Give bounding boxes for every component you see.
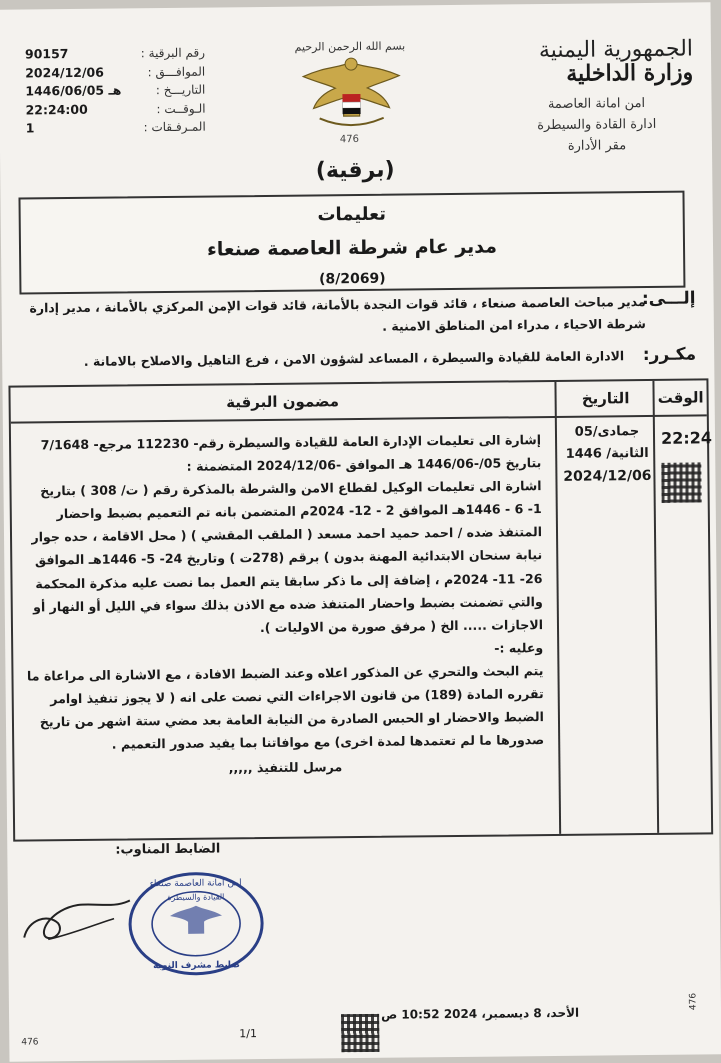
- telegram-meta: [25, 44, 206, 138]
- official-stamp-icon: [126, 869, 267, 978]
- basmala: بسم الله الرحمن الرحيم: [294, 39, 406, 54]
- column-divider: [652, 381, 659, 833]
- left-number: 476: [21, 1037, 39, 1048]
- to-label: إلـــى:: [641, 288, 696, 310]
- document-title: (برقية): [315, 157, 395, 184]
- meta-row: 2024/12/06 الموافـــق :: [25, 64, 206, 80]
- meta-row: 90157 رقم البرقية :: [24, 45, 206, 62]
- telegram-document: [0, 2, 721, 1061]
- telegram-table: [8, 378, 713, 841]
- svg-text:القيادة والسيطرة: القيادة والسيطرة: [167, 892, 225, 903]
- body-paragraph: إشارة الى تعليمات الإدارة العامة للقيادة والسيطرة رقم- 112230 مرجع- 7/1648 بتاريخ 05/-1446/06 هـ الموافق -2024/12/06 المتضمنة :: [40, 432, 542, 474]
- meta-row: 1 المـرفـقات :: [25, 119, 206, 136]
- box-issuer: مدير عام شرطة العاصمة صنعاء: [206, 235, 498, 261]
- telegram-body: [23, 428, 545, 782]
- duty-officer-label: الضابط المناوب:: [115, 841, 221, 858]
- cell-date-hijri: 05/جمادى الثانية/ 1446: [565, 424, 649, 462]
- box-heading: تعليمات: [317, 203, 387, 226]
- instructions-box: [18, 191, 685, 295]
- signature-icon: [18, 878, 139, 959]
- header-content: مضمون البرقية: [226, 392, 340, 412]
- meta-row: 22:24:00 الـوقــت :: [25, 101, 206, 117]
- body-paragraph: وعليه :-: [494, 639, 544, 656]
- ministry-header: [493, 36, 694, 154]
- eagle-emblem-icon: [295, 47, 408, 136]
- svg-text:ضابط مشرف النوبة: ضابط مشرف النوبة: [153, 960, 240, 972]
- cell-date-greg: 2024/12/06: [563, 467, 652, 485]
- send-line: مرسل للتنفيذ ,,,,,: [228, 759, 343, 776]
- header-date: التاريخ: [581, 389, 630, 408]
- header-time: الوقت: [657, 388, 704, 407]
- emblem-number: 476: [339, 133, 360, 146]
- cell-time: 22:24: [660, 428, 713, 448]
- cc-recipients: الادارة العامة للقيادة والسيطرة ، المساعد لشؤون الامن ، فرع التاهيل والاصلاح بالامانة .: [83, 348, 625, 369]
- department-line: مقر الأدارة: [567, 138, 627, 154]
- page-number: 1/1: [239, 1027, 258, 1041]
- footer-qr-code-icon: [341, 1014, 379, 1052]
- department-line: امن امانة العاصمة: [547, 95, 646, 113]
- meta-row: 1446/06/05 هـ التاريـــخ :: [25, 82, 206, 99]
- body-paragraph: اشارة الى تعليمات الوكيل لقطاع الامن والشرطة بالمذكرة رقم ( ت/ 308 ) بتاريخ 1- 6 - 1446هـ الموافق 2 - 12- 2024م المتضمن بانه تم التعميم بضبط واحضار المتنفذ ضده / احمد حميد احمد مسعد ( الملقب المقشي ) ( محل الاقامة ، حده جوار نيابة سنحان الابتدائية المهنة بدون ) برقم (278ت ) وتاريخ 24- 5- 1446هـ الموافق 26- 11- 2024م ، إضافة إلى ما ذكر سابقا يتم العمل بما نصت عليه مذكرة المحكمة والتي تضمنت بضبط واحضار المتنفذ ضده مع الاذن بذلك سواء في الليل أو النهار أو الاجازات ..... الخ ( مرفق صورة من الاوليات ).: [31, 478, 544, 635]
- to-recipients: مدير مباحث العاصمة صنعاء ، قائد قوات النجدة بالأمانة، قائد قوات الإمن المركزي بالأمانة ، مدير إدارة شرطة الاحياء ، مدراء امن المناطق الامنية .: [29, 293, 646, 334]
- side-number: 476: [688, 992, 699, 1011]
- box-reference: (8/2069): [318, 270, 386, 288]
- svg-text:امن امانة العاصمة صنعاء: امن امانة العاصمة صنعاء: [149, 878, 242, 890]
- cc-label: مكـرر:: [642, 344, 697, 366]
- qr-code-icon: [661, 462, 701, 502]
- body-paragraph: يتم البحث والتحري عن المذكور اعلاه وعند الضبط الافادة ، مع الاشارة الى مراعاة ما تقرره المادة (189) من قانون الاجراءات التي نصت على انه ( لا يجوز تنفيذ اوامر الضبط والاحضار او الحبس الصادرة من النيابة العامة بعد مضي ستة اشهر من تاريخ صدورها ما لم تعتمدها لمدة اخرى) مع موافاتنا بما يفيد صدور التعميم .: [26, 663, 545, 752]
- department-line: ادارة القادة والسيطرة: [537, 116, 657, 134]
- ministry-name: وزارة الداخلية: [566, 59, 694, 87]
- republic-name: الجمهورية اليمنية: [538, 36, 694, 64]
- print-timestamp: الأحد، 8 ديسمبر، 2024 10:52 ص: [380, 1005, 580, 1022]
